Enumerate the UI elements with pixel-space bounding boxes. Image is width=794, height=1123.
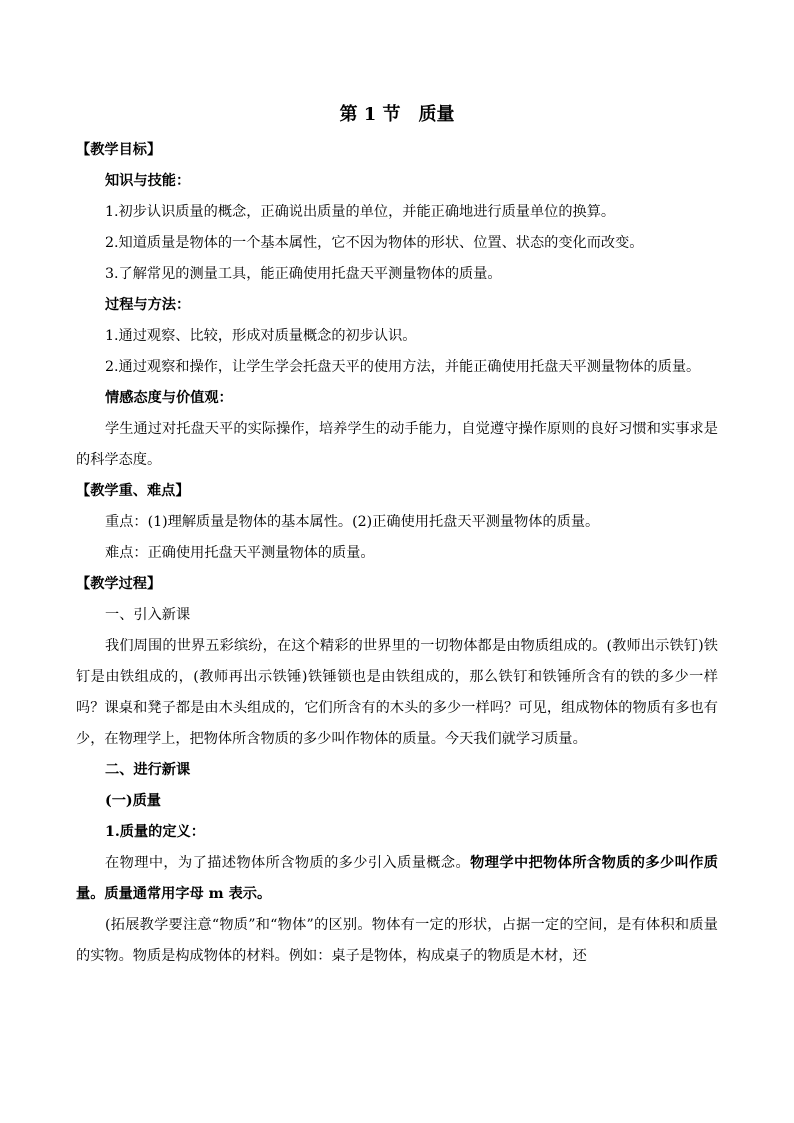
process-item-1: 1.通过观察、比较，形成对质量概念的初步认识。 xyxy=(105,328,417,344)
knowledge-item-2: 2.知道质量是物体的一个基本属性，它不因为物体的形状、位置、状态的变化而改变。 xyxy=(105,235,644,251)
emotion-heading: 情感态度与价值观： xyxy=(105,390,233,406)
knowledge-item-3: 3.了解常见的测量工具，能正确使用托盘天平测量物体的质量。 xyxy=(105,266,502,282)
page-title: 第 1 节 质量 xyxy=(339,104,455,125)
intro-paragraph: 我们周围的世界五彩缤纷，在这个精彩的世界里的一切物体都是由物质组成的。(教师出示铁钉)铁钉是由铁组成的，(教师再出示铁锤)铁锤锁也是由铁组成的，那么铁钉和铁锤所含有的铁的多少一样吗？课桌和凳子都是由木头组成的，它们所含有的木头的多少一样吗？可见，组成物体的物质有多也有少，在物理学上，把物体所含物质的多少叫作物体的质量。今天我们就学习质量。 xyxy=(76,638,718,747)
knowledge-item-1: 1.初步认识质量的概念，正确说出质量的单位，并能正确地进行质量单位的换算。 xyxy=(105,204,616,220)
section-intro-title: 一、引入新课 xyxy=(105,607,191,623)
knowledge-heading: 知识与技能： xyxy=(105,173,191,189)
definition-text-plain: 在物理中，为了描述物体所含物质的多少引入质量概念。 xyxy=(105,855,471,871)
process-item-2: 2.通过观察和操作，让学生学会托盘天平的使用方法，并能正确使用托盘天平测量物体的质量。 xyxy=(105,359,701,375)
subsection-mass-title: (一)质量 xyxy=(105,793,161,809)
document-page xyxy=(76,97,718,972)
objectives-heading: 【教学目标】 xyxy=(76,142,162,158)
section-new-lesson-title: 二、进行新课 xyxy=(105,762,191,778)
process-heading: 过程与方法： xyxy=(105,297,191,313)
definition-text-bold: 物理学中把物体所含物质的多少叫作质量。质量通常用字母 m 表示。 xyxy=(76,855,718,902)
definition-paragraph xyxy=(76,848,718,910)
focus-text: 重点：(1)理解质量是物体的基本属性。(2)正确使用托盘天平测量物体的质量。 xyxy=(105,514,600,530)
difficulty-text: 难点：正确使用托盘天平测量物体的质量。 xyxy=(105,545,375,561)
definition-heading: 1.质量的定义： xyxy=(105,824,205,840)
teaching-process-heading: 【教学过程】 xyxy=(76,576,162,592)
extension-paragraph: (拓展教学要注意“物质”和“物体”的区别。物体有一定的形状，占据一定的空间，是有体积和质量的实物。物质是构成物体的材料。例如：桌子是物体，构成桌子的物质是木材，还 xyxy=(76,917,718,964)
emotion-text: 学生通过对托盘天平的实际操作，培养学生的动手能力，自觉遵守操作原则的良好习惯和实事求是的科学态度。 xyxy=(76,421,718,468)
key-points-heading: 【教学重、难点】 xyxy=(76,483,190,499)
